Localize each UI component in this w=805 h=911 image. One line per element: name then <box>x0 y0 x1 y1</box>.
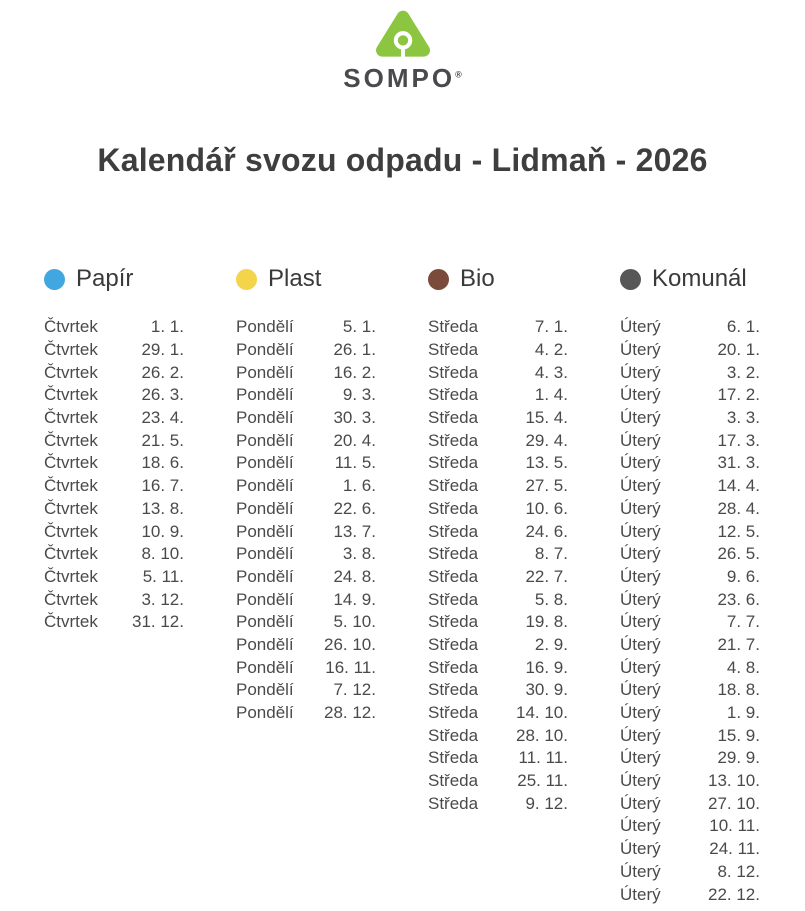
weekday-label: Čtvrtek <box>44 385 98 405</box>
schedule-row <box>428 361 568 384</box>
schedule-row <box>428 452 568 475</box>
schedule-row <box>428 384 568 407</box>
schedule-row <box>428 679 568 702</box>
weekday-label: Středa <box>428 657 479 677</box>
weekday-label: Úterý <box>620 408 661 428</box>
schedule-row <box>428 339 568 362</box>
schedule-row <box>620 883 760 906</box>
schedule-row <box>428 634 568 657</box>
weekday-label: Čtvrtek <box>44 498 98 518</box>
schedule-row <box>44 611 184 634</box>
weekday-label: Středa <box>428 362 479 382</box>
date-value: 8. 12. <box>717 861 760 881</box>
weekday-label: Čtvrtek <box>44 521 98 541</box>
schedule-grid <box>0 265 805 906</box>
weekday-label: Čtvrtek <box>44 453 98 473</box>
weekday-label: Úterý <box>620 703 661 723</box>
weekday-label: Středa <box>428 748 479 768</box>
date-value: 24. 8. <box>333 566 376 586</box>
weekday-label: Úterý <box>620 861 661 881</box>
schedule-row <box>428 407 568 430</box>
weekday-label: Středa <box>428 430 479 450</box>
schedule-row <box>236 361 376 384</box>
brand-wordmark <box>0 63 805 94</box>
schedule-row <box>620 747 760 770</box>
schedule-row <box>44 316 184 339</box>
schedule-row <box>428 543 568 566</box>
weekday-label: Pondělí <box>236 703 294 723</box>
weekday-label: Pondělí <box>236 589 294 609</box>
weekday-label: Středa <box>428 703 479 723</box>
schedule-row <box>620 792 760 815</box>
weekday-label: Pondělí <box>236 430 294 450</box>
schedule-row <box>620 702 760 725</box>
weekday-label: Středa <box>428 793 479 813</box>
weekday-label: Středa <box>428 340 479 360</box>
weekday-label: Čtvrtek <box>44 566 98 586</box>
schedule-row <box>236 520 376 543</box>
date-value: 30. 9. <box>525 680 568 700</box>
weekday-label: Úterý <box>620 362 661 382</box>
schedule-row <box>620 543 760 566</box>
date-value: 30. 3. <box>333 408 376 428</box>
date-value: 14. 4. <box>717 476 760 496</box>
date-value: 8. 7. <box>534 544 568 564</box>
schedule-row <box>620 475 760 498</box>
schedule-row <box>620 815 760 838</box>
weekday-label: Úterý <box>620 612 661 632</box>
date-value: 26. 1. <box>333 340 376 360</box>
schedule-row <box>428 792 568 815</box>
date-value: 5. 8. <box>534 589 568 609</box>
date-value: 20. 1. <box>717 340 760 360</box>
date-value: 22. 7. <box>525 566 568 586</box>
schedule-row <box>620 316 760 339</box>
page-title: Kalendář svozu odpadu - Lidmaň - 2026 <box>97 142 708 178</box>
date-value: 4. 2. <box>534 340 568 360</box>
schedule-row <box>236 339 376 362</box>
bio-dot-icon <box>428 269 449 290</box>
schedule-row <box>236 429 376 452</box>
komunal-dot-icon <box>620 269 641 290</box>
schedule-row <box>620 384 760 407</box>
weekday-label: Úterý <box>620 680 661 700</box>
date-value: 23. 4. <box>141 408 184 428</box>
weekday-label: Středa <box>428 385 479 405</box>
papir-dot-icon <box>44 269 65 290</box>
date-value: 3. 12. <box>141 589 184 609</box>
date-value: 3. 3. <box>726 408 760 428</box>
date-value: 13. 5. <box>525 453 568 473</box>
schedule-row <box>428 475 568 498</box>
schedule-row <box>620 634 760 657</box>
date-value: 19. 8. <box>525 612 568 632</box>
schedule-row <box>44 588 184 611</box>
weekday-label: Úterý <box>620 544 661 564</box>
schedule-row <box>620 452 760 475</box>
brand-text: SOMPO <box>343 63 456 93</box>
date-value: 15. 4. <box>525 408 568 428</box>
date-value: 27. 10. <box>708 793 760 813</box>
weekday-label: Středa <box>428 566 479 586</box>
schedule-row <box>620 498 760 521</box>
weekday-label: Pondělí <box>236 317 294 337</box>
weekday-label: Pondělí <box>236 657 294 677</box>
weekday-label: Úterý <box>620 521 661 541</box>
date-value: 29. 1. <box>141 340 184 360</box>
schedule-row <box>428 588 568 611</box>
schedule-row <box>620 588 760 611</box>
schedule-row <box>44 407 184 430</box>
date-value: 2. 9. <box>534 634 568 654</box>
schedule-row <box>236 384 376 407</box>
registered-mark: ® <box>455 69 462 80</box>
weekday-label: Středa <box>428 521 479 541</box>
schedule-row <box>620 861 760 884</box>
weekday-label: Úterý <box>620 816 661 836</box>
schedule-row <box>236 634 376 657</box>
date-value: 14. 10. <box>516 703 568 723</box>
date-value: 3. 2. <box>726 362 760 382</box>
date-value: 31. 3. <box>717 453 760 473</box>
schedule-row <box>428 316 568 339</box>
date-value: 23. 6. <box>717 589 760 609</box>
date-value: 22. 6. <box>333 498 376 518</box>
category-label: Plast <box>268 265 322 292</box>
date-value: 14. 9. <box>333 589 376 609</box>
schedule-row <box>428 656 568 679</box>
date-value: 27. 5. <box>525 476 568 496</box>
date-value: 7. 12. <box>333 680 376 700</box>
date-value: 7. 1. <box>534 317 568 337</box>
schedule-row <box>428 770 568 793</box>
schedule-row <box>44 566 184 589</box>
weekday-label: Středa <box>428 317 479 337</box>
weekday-label: Pondělí <box>236 566 294 586</box>
date-value: 16. 2. <box>333 362 376 382</box>
date-value: 1. 1. <box>150 317 184 337</box>
date-value: 26. 5. <box>717 544 760 564</box>
date-value: 29. 4. <box>525 430 568 450</box>
category-column-bio <box>428 265 568 906</box>
weekday-label: Úterý <box>620 498 661 518</box>
date-value: 15. 9. <box>717 725 760 745</box>
schedule-row <box>620 611 760 634</box>
header <box>0 0 805 94</box>
category-label: Papír <box>76 265 134 292</box>
weekday-label: Úterý <box>620 476 661 496</box>
weekday-label: Středa <box>428 589 479 609</box>
date-value: 9. 12. <box>525 793 568 813</box>
weekday-label: Středa <box>428 408 479 428</box>
weekday-label: Středa <box>428 612 479 632</box>
schedule-row <box>236 679 376 702</box>
schedule-row <box>620 407 760 430</box>
date-value: 4. 3. <box>534 362 568 382</box>
legend-papir <box>44 265 184 293</box>
date-value: 5. 10. <box>333 612 376 632</box>
date-value: 13. 10. <box>708 771 760 791</box>
weekday-label: Pondělí <box>236 340 294 360</box>
weekday-label: Úterý <box>620 634 661 654</box>
date-value: 11. 11. <box>518 748 568 768</box>
date-value: 29. 9. <box>717 748 760 768</box>
weekday-label: Úterý <box>620 566 661 586</box>
schedule-row <box>428 702 568 725</box>
date-value: 5. 11. <box>142 566 184 586</box>
schedule-row <box>44 452 184 475</box>
weekday-label: Úterý <box>620 748 661 768</box>
weekday-label: Úterý <box>620 725 661 745</box>
weekday-label: Čtvrtek <box>44 589 98 609</box>
category-column-papir <box>44 265 184 906</box>
weekday-label: Úterý <box>620 453 661 473</box>
schedule-row <box>428 520 568 543</box>
date-value: 1. 9. <box>726 703 760 723</box>
weekday-label: Pondělí <box>236 408 294 428</box>
schedule-row <box>620 770 760 793</box>
weekday-label: Středa <box>428 476 479 496</box>
date-value: 17. 2. <box>717 385 760 405</box>
weekday-label: Pondělí <box>236 385 294 405</box>
date-value: 16. 11. <box>325 657 376 677</box>
date-value: 20. 4. <box>333 430 376 450</box>
date-value: 31. 12. <box>132 612 184 632</box>
weekday-label: Čtvrtek <box>44 408 98 428</box>
schedule-row <box>428 566 568 589</box>
weekday-label: Pondělí <box>236 521 294 541</box>
schedule-row <box>620 339 760 362</box>
schedule-row <box>236 407 376 430</box>
schedule-row <box>236 452 376 475</box>
weekday-label: Středa <box>428 725 479 745</box>
weekday-label: Čtvrtek <box>44 362 98 382</box>
date-value: 1. 4. <box>534 385 568 405</box>
weekday-label: Úterý <box>620 793 661 813</box>
date-value: 24. 6. <box>525 521 568 541</box>
weekday-label: Středa <box>428 634 479 654</box>
weekday-label: Středa <box>428 680 479 700</box>
date-value: 13. 8. <box>141 498 184 518</box>
schedule-row <box>620 724 760 747</box>
schedule-row <box>428 498 568 521</box>
date-value: 12. 5. <box>717 521 760 541</box>
date-value: 28. 12. <box>324 703 376 723</box>
schedule-row <box>44 429 184 452</box>
date-value: 1. 6. <box>342 476 376 496</box>
schedule-row <box>44 520 184 543</box>
weekday-label: Čtvrtek <box>44 430 98 450</box>
weekday-label: Úterý <box>620 589 661 609</box>
weekday-label: Pondělí <box>236 634 294 654</box>
schedule-row <box>620 361 760 384</box>
weekday-label: Středa <box>428 453 479 473</box>
weekday-label: Úterý <box>620 839 661 859</box>
weekday-label: Pondělí <box>236 498 294 518</box>
weekday-label: Pondělí <box>236 544 294 564</box>
date-value: 28. 10. <box>516 725 568 745</box>
date-value: 11. 5. <box>334 453 376 473</box>
date-value: 28. 4. <box>717 498 760 518</box>
date-value: 16. 7. <box>141 476 184 496</box>
weekday-label: Středa <box>428 498 479 518</box>
date-value: 25. 11. <box>517 771 568 791</box>
plast-dot-icon <box>236 269 257 290</box>
date-value: 24. 11. <box>709 839 760 859</box>
weekday-label: Čtvrtek <box>44 340 98 360</box>
date-value: 6. 1. <box>726 317 760 337</box>
date-value: 8. 10. <box>141 544 184 564</box>
schedule-row <box>44 384 184 407</box>
date-value: 22. 12. <box>708 884 760 904</box>
date-value: 7. 7. <box>726 612 760 632</box>
date-value: 21. 7. <box>717 634 760 654</box>
schedule-row <box>620 566 760 589</box>
weekday-label: Pondělí <box>236 612 294 632</box>
schedule-row <box>620 838 760 861</box>
date-value: 3. 8. <box>342 544 376 564</box>
schedule-row <box>236 316 376 339</box>
weekday-label: Pondělí <box>236 453 294 473</box>
weekday-label: Úterý <box>620 884 661 904</box>
schedule-row <box>236 656 376 679</box>
sompo-logo-icon <box>0 8 805 62</box>
weekday-label: Pondělí <box>236 680 294 700</box>
weekday-label: Pondělí <box>236 476 294 496</box>
date-value: 18. 8. <box>717 680 760 700</box>
weekday-label: Úterý <box>620 430 661 450</box>
date-value: 10. 9. <box>141 521 184 541</box>
schedule-row <box>236 588 376 611</box>
category-label: Bio <box>460 265 495 292</box>
date-value: 9. 6. <box>726 566 760 586</box>
weekday-label: Pondělí <box>236 362 294 382</box>
schedule-row <box>428 611 568 634</box>
schedule-row <box>620 429 760 452</box>
legend-bio <box>428 265 568 293</box>
date-value: 26. 2. <box>141 362 184 382</box>
date-value: 26. 3. <box>141 385 184 405</box>
schedule-row <box>620 656 760 679</box>
weekday-label: Středa <box>428 771 479 791</box>
schedule-row <box>236 611 376 634</box>
date-value: 26. 10. <box>324 634 376 654</box>
date-value: 10. 11. <box>709 816 760 836</box>
date-value: 5. 1. <box>342 317 376 337</box>
schedule-row <box>428 724 568 747</box>
weekday-label: Čtvrtek <box>44 476 98 496</box>
weekday-label: Středa <box>428 544 479 564</box>
weekday-label: Čtvrtek <box>44 612 98 632</box>
date-value: 16. 9. <box>525 657 568 677</box>
category-column-plast <box>236 265 376 906</box>
schedule-row <box>428 429 568 452</box>
weekday-label: Úterý <box>620 317 661 337</box>
date-value: 18. 6. <box>141 453 184 473</box>
category-label: Komunál <box>652 265 747 292</box>
schedule-row <box>44 339 184 362</box>
schedule-row <box>44 475 184 498</box>
weekday-label: Čtvrtek <box>44 317 98 337</box>
schedule-row <box>620 520 760 543</box>
weekday-label: Úterý <box>620 385 661 405</box>
weekday-label: Úterý <box>620 771 661 791</box>
weekday-label: Úterý <box>620 340 661 360</box>
schedule-row <box>44 361 184 384</box>
schedule-row <box>236 475 376 498</box>
schedule-row <box>236 498 376 521</box>
date-value: 9. 3. <box>342 385 376 405</box>
date-value: 13. 7. <box>333 521 376 541</box>
date-value: 4. 8. <box>726 657 760 677</box>
schedule-row <box>236 566 376 589</box>
schedule-row <box>236 702 376 725</box>
schedule-row <box>620 679 760 702</box>
date-value: 17. 3. <box>717 430 760 450</box>
schedule-row <box>428 747 568 770</box>
date-value: 21. 5. <box>141 430 184 450</box>
weekday-label: Čtvrtek <box>44 544 98 564</box>
date-value: 10. 6. <box>525 498 568 518</box>
schedule-row <box>44 543 184 566</box>
legend-komunal <box>620 265 760 293</box>
legend-plast <box>236 265 376 293</box>
weekday-label: Úterý <box>620 657 661 677</box>
category-column-komunal <box>620 265 760 906</box>
schedule-row <box>44 498 184 521</box>
schedule-row <box>236 543 376 566</box>
